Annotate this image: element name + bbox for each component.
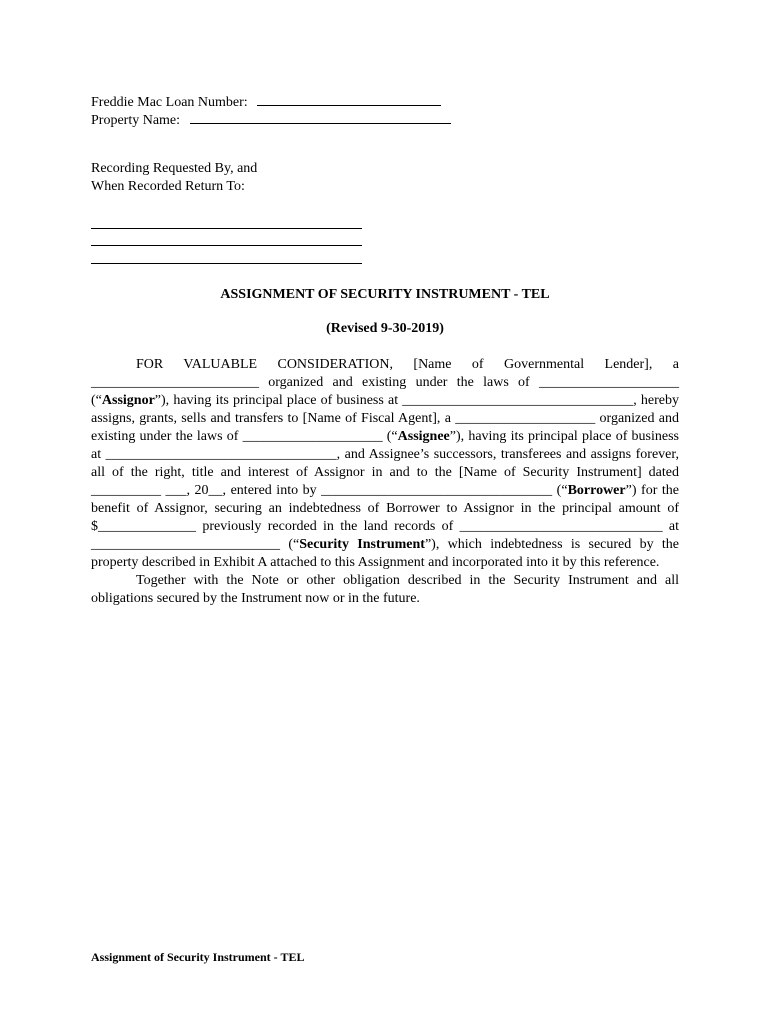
return-address-line-1 [91,228,362,229]
assignee-term: Assignee [397,429,450,444]
page-footer: Assignment of Security Instrument - TEL [91,950,305,964]
consideration-paragraph [91,356,679,572]
assignor-term: Assignor [101,393,155,408]
property-name-blank [190,111,451,124]
recording-return-line: When Recorded Return To: [91,179,245,194]
loan-number-blank [257,93,441,106]
security-instrument-term: Security Instrument [299,537,425,552]
para1-text-5: ”), which indebtedness is secured by the property described in Exhibit A attached to this Assignment and incorporated into it by this reference. [91,537,679,570]
loan-number-label: Freddie Mac Loan Number: [91,95,248,110]
property-name-line [91,111,451,130]
para1-text-2: ”), having its principal place of business at _________________________________, hereby assigns, grants, sells and transfers to [Name of Fiscal Agent], a ____________________ organized and existing under the laws of ____________________ (“ [91,393,679,444]
para1-text-1: FOR VALUABLE CONSIDERATION, [Name of Governmental Lender], a ________________________ organized and existing under the laws of ____________________ (“ [91,357,679,408]
para1-text-3: ”), having its principal place of business at _________________________________, and Assignee’s successors, transferees and assigns forever, all of the right, title and interest of Assignor in and to the [Name of Security Instrument] dated __________ ___, 20__, entered into by _________________________________ (“ [91,429,679,498]
document-body [91,356,679,608]
revision-date: (Revised 9-30-2019) [326,321,444,336]
together-paragraph: Together with the Note or other obligation described in the Security Instrument and all obligations secured by the Instrument now or in the future. [91,573,679,606]
property-name-label: Property Name: [91,113,181,128]
recording-requested-line: Recording Requested By, and [91,161,258,176]
para1-text-4: ”) for the benefit of Assignor, securing an indebtedness of Borrower to Assignor in the principal amount of $______________ previously recorded in the land records of _____________________________ at ___________________________ (“ [91,483,679,552]
return-address-line-2 [91,245,362,246]
return-address-line-3 [91,263,362,264]
loan-number-line [91,93,441,112]
document-title: ASSIGNMENT OF SECURITY INSTRUMENT - TEL [220,287,550,302]
borrower-term: Borrower [567,483,626,498]
